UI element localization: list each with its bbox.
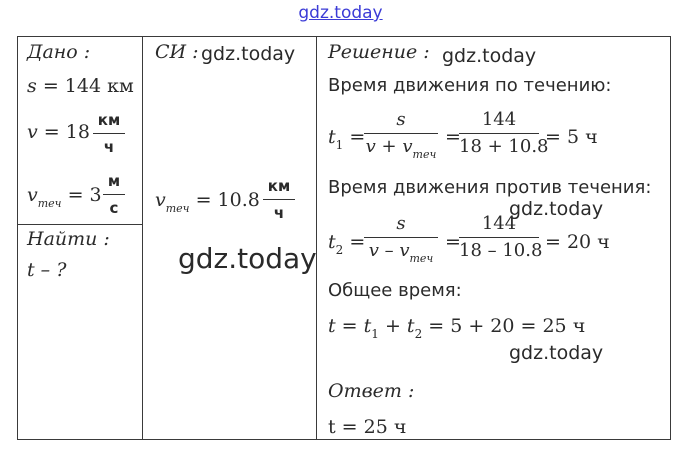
t2-result: = 20 ч: [545, 231, 610, 253]
t2-fraction-symbolic: s v – $v_{теч}$: [364, 213, 438, 264]
answer-header: Ответ :: [328, 380, 415, 402]
find-cell: [18, 225, 143, 440]
total-time-equation: $t = t_1 + t_2 = 5 + 20 = 25$ ч: [328, 315, 586, 341]
t1-equals: =: [445, 126, 461, 148]
t1-fraction-numeric: 144 18 + 10.8: [459, 109, 549, 157]
given-header: Дано :: [27, 41, 91, 63]
t1-lhs: $t_1$ =: [328, 126, 366, 152]
solution-table: [17, 36, 671, 440]
t1-fraction-symbolic: s $v + v_{теч}$: [365, 109, 437, 161]
given-speed-unit: км ч: [93, 109, 125, 158]
si-cell: [143, 37, 317, 440]
watermark-mid-right: gdz.today: [509, 198, 604, 220]
answer-value: t = 25 ч: [328, 416, 407, 438]
given-current-speed-unit: м с: [103, 170, 125, 219]
watermark-center: gdz.today: [178, 242, 317, 275]
t2-lhs: $t_2$ =: [328, 231, 366, 257]
solution-line-2: Время движения против течения:: [328, 177, 652, 198]
watermark-si: gdz.today: [201, 43, 296, 65]
find-header: Найти :: [27, 228, 110, 250]
solution-cell: [317, 37, 671, 440]
t2-equals: =: [445, 231, 461, 253]
t2-fraction-numeric: 144 18 – 10.8: [459, 213, 543, 261]
solution-line-3: Общее время:: [328, 280, 462, 301]
watermark-top[interactable]: gdz.today: [298, 3, 383, 23]
t1-result: = 5 ч: [545, 126, 598, 148]
si-current-speed: $v_{теч} = 10.8$: [155, 189, 260, 215]
find-expression: t – ?: [27, 259, 67, 281]
given-current-speed: $v_{теч} = 3$: [27, 184, 102, 210]
si-current-speed-unit: км ч: [263, 175, 295, 224]
si-header: СИ :: [155, 41, 199, 63]
given-distance: s = 144 км: [27, 75, 134, 97]
solution-header: Решение :: [328, 41, 430, 63]
watermark-lower-right: gdz.today: [509, 342, 604, 364]
solution-line-1: Время движения по течению:: [328, 75, 612, 96]
given-speed: v = 18: [27, 121, 90, 143]
watermark-solution-header: gdz.today: [442, 45, 537, 67]
given-cell: [18, 37, 143, 225]
